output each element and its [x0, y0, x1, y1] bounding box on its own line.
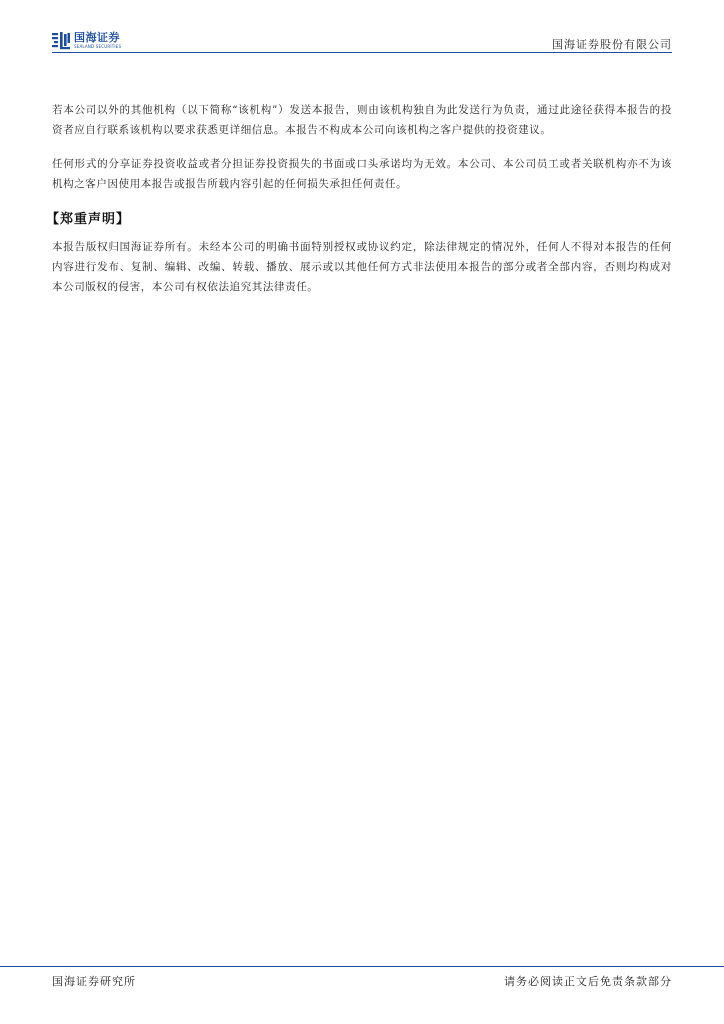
logo-english-name: SEALAND SECURITIES [74, 44, 122, 49]
page-header [52, 30, 672, 52]
footer-institute-name: 国海证券研究所 [52, 975, 136, 988]
sealand-logo-icon [52, 32, 70, 50]
section-title-solemn-statement: 【郑重声明】 [46, 212, 131, 227]
copyright-paragraph: 本报告版权归国海证券所有。未经本公司的明确书面特别授权或协议约定，除法律规定的情况外，任何人不得对本报告的任何内容进行发布、复制、编辑、改编、转载、播放、展示或以其他任何方式非法使用本报告的部分或者全部内容，否则均构成对本公司版权的侵害，本公司有权依法追究其法律责任。 [52, 241, 672, 293]
footer-disclaimer-notice: 请务必阅读正文后免责条款部分 [504, 975, 672, 988]
header-divider [52, 52, 672, 53]
disclaimer-paragraph-1: 若本公司以外的其他机构（以下简称“该机构”）发送本报告，则由该机构独自为此发送行为负责，通过此途径获得本报告的投资者应自行联系该机构以要求获悉更详细信息。本报告不构成本公司向该机构之客户提供的投资建议。 [52, 104, 672, 136]
footer-divider [0, 966, 724, 967]
company-logo [52, 32, 121, 52]
header-company-name: 国海证券股份有限公司 [552, 38, 672, 51]
document-body [46, 100, 672, 311]
disclaimer-paragraph-2: 任何形式的分享证券投资收益或者分担证券投资损失的书面或口头承诺均为无效。本公司、本公司员工或者关联机构亦不为该机构之客户因使用本报告或报告所载内容引起的任何损失承担任何责任。 [52, 158, 672, 190]
logo-chinese-name: 国海证券 [74, 31, 120, 44]
